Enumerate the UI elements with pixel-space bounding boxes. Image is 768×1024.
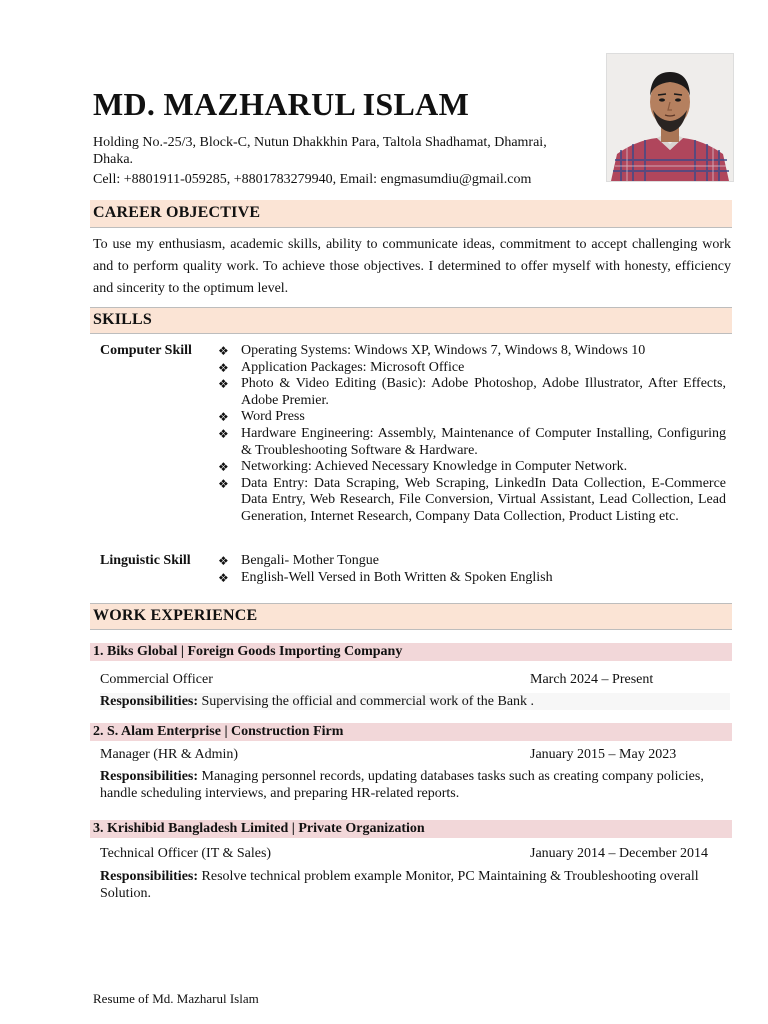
responsibilities-label: Responsibilities: xyxy=(100,694,199,709)
job-responsibilities: Responsibilities: Resolve technical problem example Monitor, PC Maintaining & Troubleshooting overall Solution. xyxy=(100,869,699,901)
diamond-bullet-icon: ❖ xyxy=(218,460,229,475)
computer-skill-label: Computer Skill xyxy=(100,343,192,358)
job-responsibilities: Responsibilities: Managing personnel records, updating databases tasks such as creating company policies, handle scheduling interviews, and preparing HR-related reports. xyxy=(100,769,704,801)
diamond-bullet-icon: ❖ xyxy=(218,360,229,375)
candidate-name: MD. MAZHARUL ISLAM xyxy=(93,86,470,122)
job-role: Manager (HR & Admin) xyxy=(100,747,239,762)
job-heading: 3. Krishibid Bangladesh Limited | Private Organization xyxy=(90,820,732,838)
diamond-bullet-icon: ❖ xyxy=(218,377,229,392)
page-footer: Resume of Md. Mazharul Islam xyxy=(93,991,259,1006)
job-dates: January 2014 – December 2014 xyxy=(530,846,709,861)
job-role: Commercial Officer xyxy=(100,672,213,687)
skill-item: ❖ Word Press xyxy=(218,409,305,425)
section-skills xyxy=(90,307,732,334)
job-dates: January 2015 – May 2023 xyxy=(530,747,677,762)
profile-photo xyxy=(606,53,734,182)
section-work-experience xyxy=(90,603,732,630)
linguistic-skill-label: Linguistic Skill xyxy=(100,553,191,568)
diamond-bullet-icon: ❖ xyxy=(218,344,229,358)
responsibilities-label: Responsibilities: xyxy=(100,869,199,884)
computer-skill-list xyxy=(218,343,726,526)
contact-info: Cell: +8801911-059285, +8801783279940, Email: engmasumdiu@gmail.com xyxy=(93,172,532,187)
address: Holding No.-25/3, Block-C, Nutun Dhakkhin Para, Taltola Shadhamat, Dhamrai, Dhaka. xyxy=(93,135,547,167)
skill-item: ❖ Operating Systems: Windows XP, Windows 7, Windows 8, Windows 10 xyxy=(218,343,646,358)
diamond-bullet-icon: ❖ xyxy=(218,410,229,425)
job-responsibilities: Responsibilities: Supervising the official and commercial work of the Bank . xyxy=(100,693,730,710)
section-title: SKILLS xyxy=(93,311,153,328)
responsibilities-label: Responsibilities: xyxy=(100,769,199,784)
job-role: Technical Officer (IT & Sales) xyxy=(100,846,272,861)
diamond-bullet-icon: ❖ xyxy=(218,476,229,491)
portrait-image xyxy=(607,54,733,181)
skill-item: ❖ Networking: Achieved Necessary Knowledge in Computer Network. xyxy=(218,459,628,475)
skill-item: ❖ Photo & Video Editing (Basic): Adobe Photoshop, Adobe Illustrator, After Effects, Adobe Premier. xyxy=(218,376,726,408)
section-title: WORK EXPERIENCE xyxy=(93,607,258,624)
job-heading: 2. S. Alam Enterprise | Construction Firm xyxy=(90,723,732,741)
skill-item: ❖ Data Entry: Data Scraping, Web Scraping, LinkedIn Data Collection, E-Commerce Data Entry, Web Research, File Conversion, Virtual Assistant, Lead Collection, Lead Generation, Internet Research, Company Data Collection, Product Listing etc. xyxy=(218,475,726,524)
section-career-objective xyxy=(90,200,732,228)
skill-item: ❖ Hardware Engineering: Assembly, Maintenance of Computer Installing, Configuring & Troubleshooting Software & Hardware. xyxy=(218,425,726,458)
job-heading: 1. Biks Global | Foreign Goods Importing Company xyxy=(90,643,732,661)
skill-item: ❖ Bengali- Mother Tongue xyxy=(218,553,379,568)
diamond-bullet-icon: ❖ xyxy=(218,426,229,441)
job-dates: March 2024 – Present xyxy=(530,672,654,687)
section-title: CAREER OBJECTIVE xyxy=(93,204,261,221)
diamond-bullet-icon: ❖ xyxy=(218,570,229,585)
linguistic-skill-list xyxy=(218,553,726,586)
skill-item: ❖ Application Packages: Microsoft Office xyxy=(218,359,465,375)
diamond-bullet-icon: ❖ xyxy=(218,554,229,568)
career-objective-text: To use my enthusiasm, academic skills, ability to communicate ideas, commitment to accept challenging work and to perform quality work. To achieve those objectives. I determined to offer myself with honesty, efficiency and sincerity to the optimum level. xyxy=(93,237,731,296)
skill-item: ❖ English-Well Versed in Both Written & Spoken English xyxy=(218,569,553,585)
